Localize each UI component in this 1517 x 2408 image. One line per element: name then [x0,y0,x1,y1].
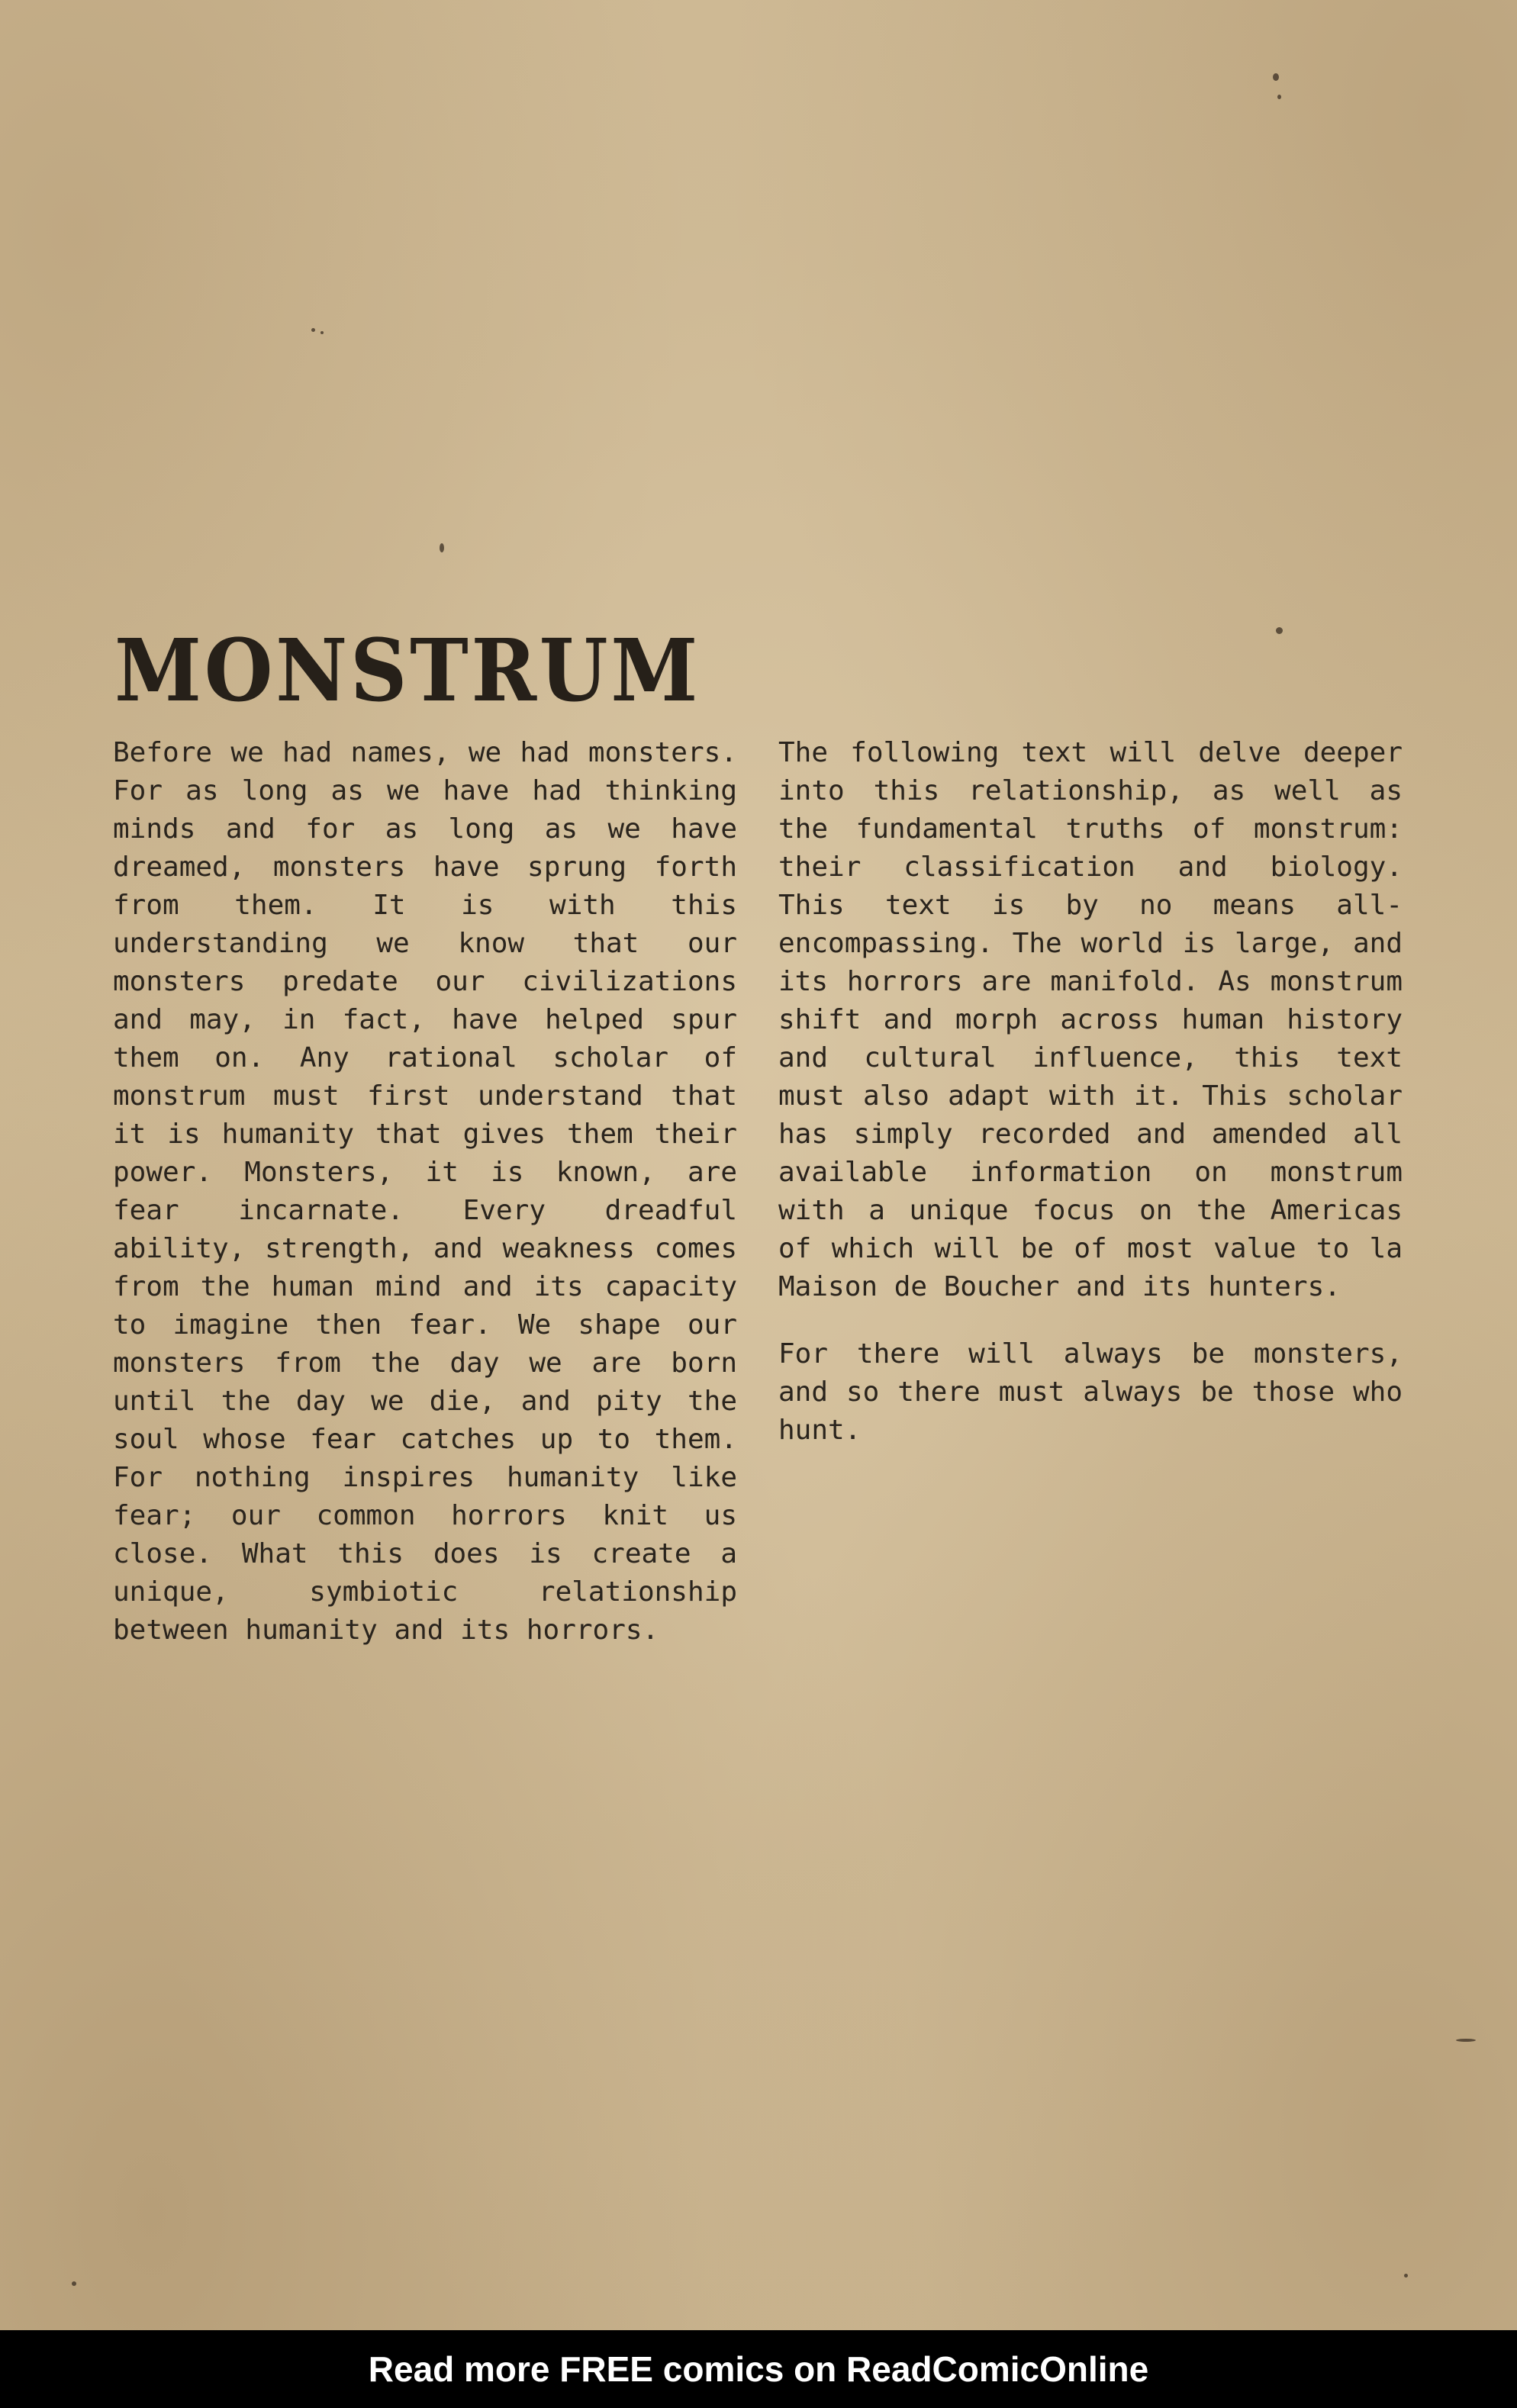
promo-banner[interactable] [0,2330,1517,2408]
promo-link[interactable]: Read more FREE comics on ReadComicOnline [368,2349,1149,2389]
paper-speck [440,543,444,552]
relationship-paragraph: The following text will delve deeper into this relationship, as well as the fundamental truths of monstrum: their classification and biology. This text is by no means all-encompassing. The world is large, and its horrors are manifold. As monstrum shift and morph across human history and cultural influence, this text must also adapt with it. This scholar has simply recorded and amended all available information on monstrum with a unique focus on the Americas of which will be of most value to la Maison de Boucher and its hunters. [778,737,1403,1302]
paper-speck [1404,2274,1408,2278]
paper-speck [1456,2039,1476,2042]
closing-paragraph: For there will always be monsters, and so there must always be those who hunt. [778,1338,1403,1446]
paper-speck [72,2281,76,2286]
paper-speck [1276,627,1283,634]
paper-speck [311,328,315,332]
left-text-column [113,734,737,1650]
paper-speck [320,331,324,334]
paper-speck [1277,95,1281,99]
page-title: MONSTRUM [114,621,701,721]
right-text-column [778,734,1403,1450]
intro-paragraph: Before we had names, we had monsters. For as long as we have had thinking minds and for as long as we have dreamed, monsters have sprung forth from them. It is with this understanding we know that our monsters predate our civilizations and may, in fact, have helped spur them on. Any rational scholar of monstrum must first understand that it is humanity that gives them their power. Monsters, it is known, are fear incarnate. Every dreadful ability, strength, and weakness comes from the human mind and its capacity to imagine then fear. We shape our monsters from the day we are born until the day we die, and pity the soul whose fear catches up to them. For nothing inspires humanity like fear; our common horrors knit us close. What this does is create a unique, symbiotic relationship between humanity and its horrors. [113,737,737,1646]
paper-speck [1273,73,1279,81]
